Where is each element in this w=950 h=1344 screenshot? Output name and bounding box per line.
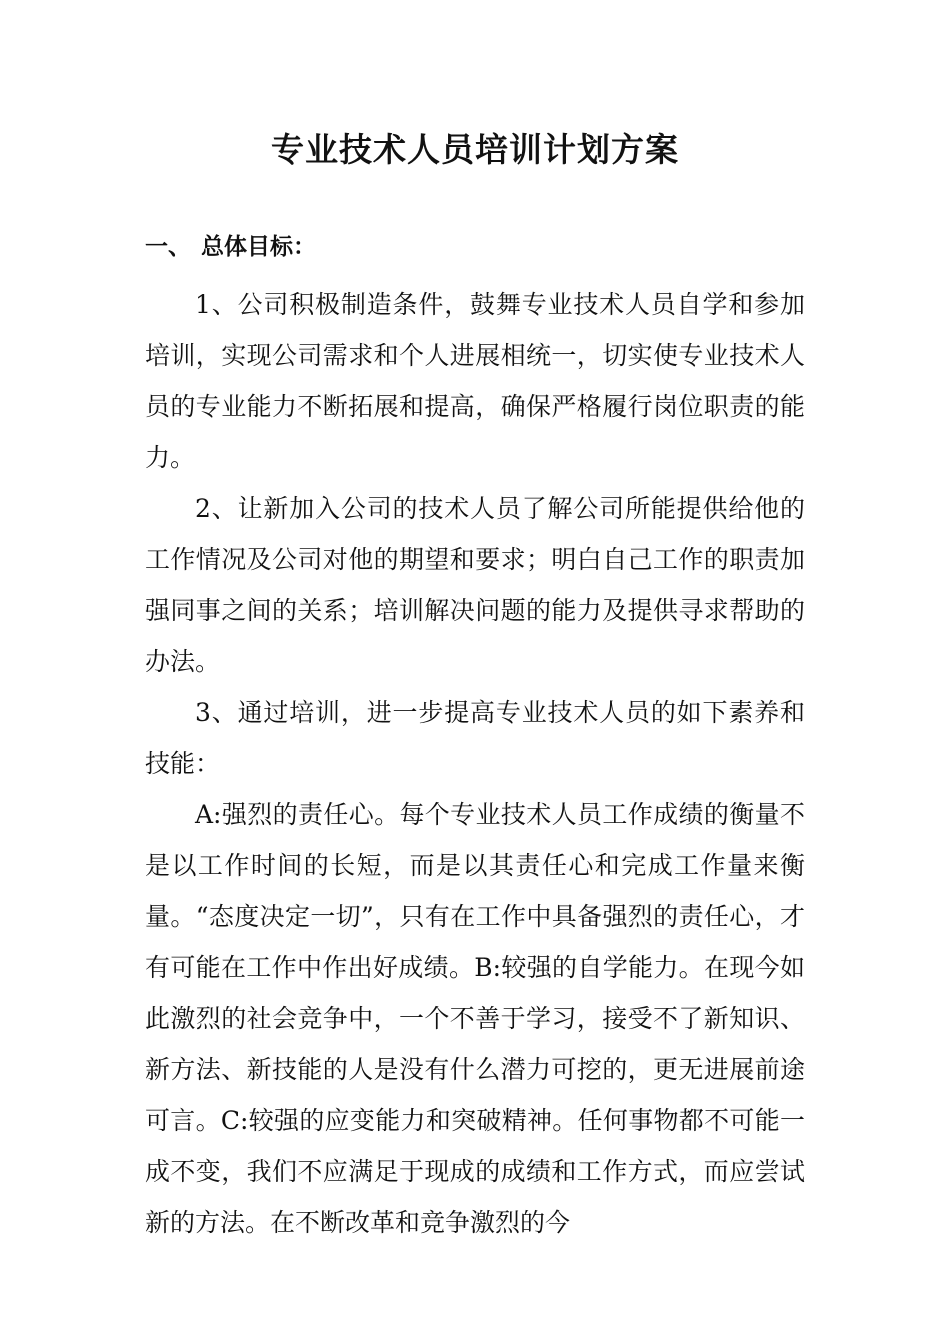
paragraph-goal-3: 3、通过培训，进一步提高专业技术人员的如下素养和技能： [145, 698, 805, 778]
paragraph-goal-1: 1、公司积极制造条件，鼓舞专业技术人员自学和参加培训，实现公司需求和个人进展相统一，切实使专业技术人员的专业能力不断拓展和提高，确保严格履行岗位职责的能力。 [145, 290, 805, 472]
paragraph-goal-2: 2、让新加入公司的技术人员了解公司所能提供给他的工作情况及公司对他的期望和要求；明白自己工作的职责加强同事之间的关系；培训解决问题的能力及提供寻求帮助的办法。 [145, 494, 805, 676]
paragraph-skills: A:强烈的责任心。每个专业技术人员工作成绩的衡量不是以工作时间的长短，而是以其责任心和完成工作量来衡量。“态度决定一切”，只有在工作中具备强烈的责任心，才有可能在工作中作出好成绩。B:较强的自学能力。在现今如此激烈的社会竞争中，一个不善于学习，接受不了新知识、新方法、新技能的人是没有什么潜力可挖的，更无进展前途可言。C:较强的应变能力和突破精神。任何事物都不可能一成不变，我们不应满足于现成的成绩和工作方式，而应尝试新的方法。在不断改革和竞争激烈的今 [145, 800, 805, 1237]
document-body [145, 279, 805, 1248]
section-heading [145, 230, 805, 264]
section-number: 一、 [145, 234, 191, 260]
section-heading-text: 总体目标： [201, 234, 316, 260]
document-title: 专业技术人员培训计划方案 [271, 130, 679, 169]
